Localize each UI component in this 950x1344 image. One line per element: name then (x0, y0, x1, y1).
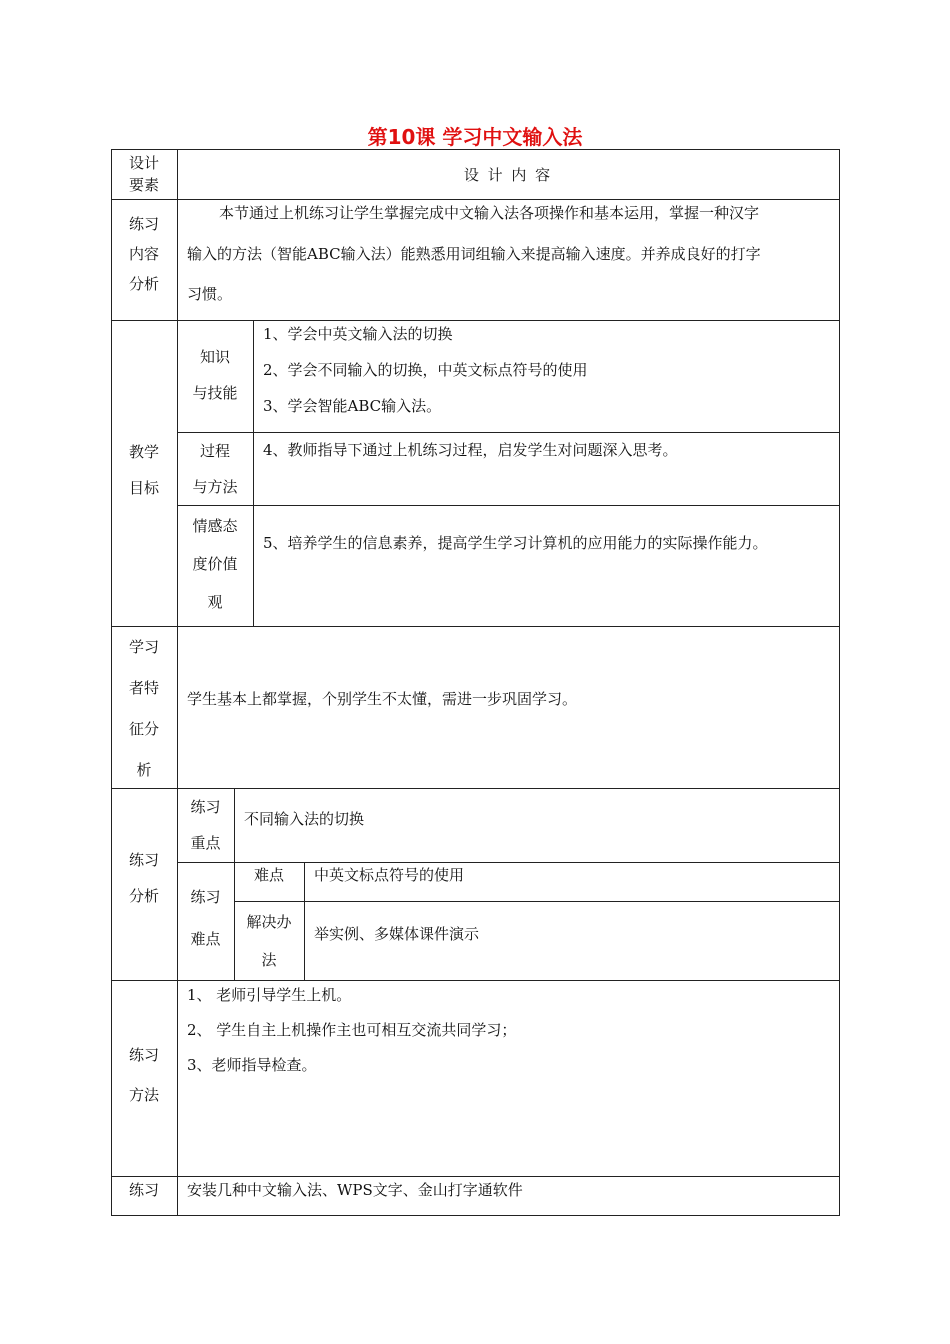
key-label: 练习 重点 (190, 798, 221, 852)
process-label: 过程 与方法 (192, 442, 238, 496)
section6-text: 安装几种中文输入法、WPS文字、金山打字通软件 (187, 1181, 523, 1199)
page-title: 第10课 学习中文输入法 (367, 125, 583, 149)
difficult-label: 练习 难点 (190, 888, 221, 948)
knowledge-item: 1、学会中英文输入法的切换 (263, 325, 453, 343)
header-content: 设 计 内 容 (463, 166, 553, 184)
emotion-label: 情感态 度价值 观 (192, 517, 238, 611)
method-item: 3、老师指导检查。 (187, 1056, 317, 1074)
section1-text-line: 本节通过上机练习让学生掌握完成中文输入法各项操作和基本运用，掌握一种汉字 (219, 204, 760, 222)
section4-label: 练习 分析 (128, 851, 159, 905)
difficulty-text: 中英文标点符号的使用 (314, 866, 465, 884)
section5-label: 练习 方法 (128, 1046, 159, 1104)
method-item: 2、 学生自主上机操作主也可相互交流共同学习； (187, 1021, 517, 1039)
emotion-item: 5、培养学生的信息素养，提高学生学习计算机的应用能力的实际操作能力。 (263, 534, 768, 552)
solution-text: 举实例、多媒体课件演示 (314, 925, 480, 943)
header-label: 设计 要素 (128, 154, 159, 194)
difficulty-label: 难点 (253, 866, 284, 884)
method-item: 1、 老师引导学生上机。 (187, 986, 352, 1004)
solution-label: 解决办 法 (246, 913, 292, 969)
process-item: 4、教师指导下通过上机练习过程，启发学生对问题深入思考。 (263, 441, 678, 459)
section1-text-line: 输入的方法（智能ABC输入法）能熟悉用词组输入来提高输入速度。并养成良好的打字 (187, 245, 761, 263)
lesson-table (111, 149, 839, 1215)
section1-label: 练习 内容 分析 (128, 215, 159, 293)
section1-text-line: 习惯。 (187, 285, 233, 303)
key-text: 不同输入法的切换 (244, 810, 365, 828)
section2-label: 教学 目标 (128, 443, 159, 497)
knowledge-label: 知识 与技能 (192, 348, 238, 402)
section6-label: 练习 (128, 1181, 159, 1199)
section3-label: 学习 者特 征分 析 (128, 638, 159, 779)
knowledge-item: 3、学会智能ABC输入法。 (263, 397, 442, 415)
knowledge-item: 2、学会不同输入的切换，中英文标点符号的使用 (263, 361, 588, 379)
section3-text: 学生基本上都掌握，个别学生不太懂，需进一步巩固学习。 (187, 690, 578, 708)
